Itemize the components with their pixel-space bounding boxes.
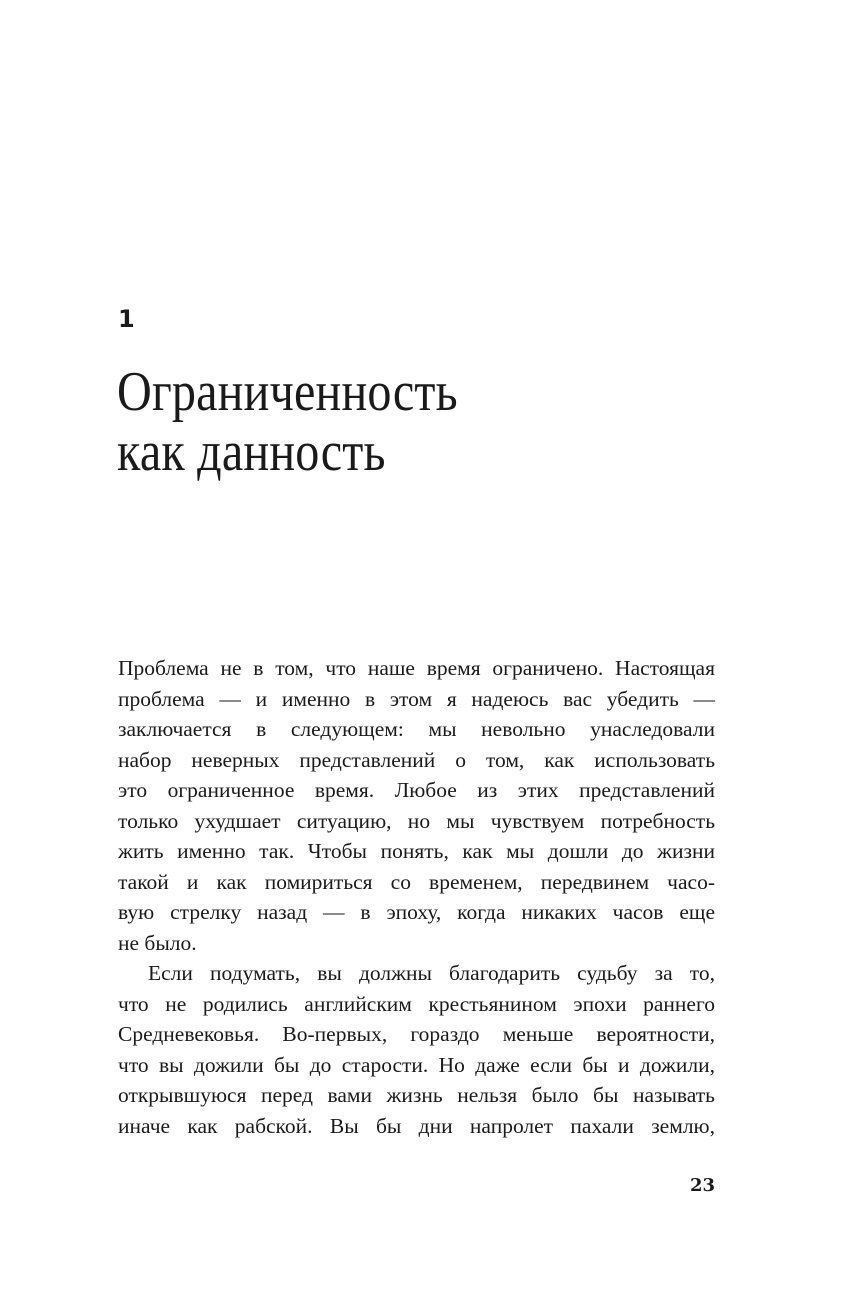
text-line: заключается в следующем: мы невольно унаследовали xyxy=(118,717,715,741)
text-line: это ограниченное время. Любое из этих представлений xyxy=(118,778,715,802)
text-line: Средневековья. Во-первых, гораздо меньше вероятности, xyxy=(118,1022,715,1046)
text-line: иначе как рабской. Вы бы дни напролет пахали землю, xyxy=(118,1113,715,1138)
paragraph xyxy=(118,653,715,958)
text-line: Если подумать, вы должны благодарить судьбу за то, xyxy=(148,961,715,985)
chapter-title-line: как данность xyxy=(117,421,386,483)
text-line: проблема — и именно в этом я надеюсь вас убедить — xyxy=(118,686,715,711)
text-line: жить именно так. Чтобы понять, как мы дошли до жизни xyxy=(118,839,715,863)
text-line: что не родились английским крестьянином эпохи раннего xyxy=(118,991,715,1016)
page-number: 23 xyxy=(689,1175,715,1196)
chapter-title xyxy=(117,362,667,482)
body-text xyxy=(118,653,715,1141)
chapter-number: 1 xyxy=(118,305,135,333)
text-line: такой и как помириться со временем, передвинем часо- xyxy=(118,869,715,894)
text-line: что вы дожили бы до старости. Но даже если бы и дожили, xyxy=(118,1052,715,1077)
text-line: вую стрелку назад — в эпоху, когда никаких часов еще xyxy=(118,900,715,924)
chapter-title-line: Ограниченность xyxy=(117,361,458,423)
text-line: не было. xyxy=(118,930,197,955)
text-line: открывшуюся перед вами жизнь нельзя было бы называть xyxy=(118,1083,715,1107)
paragraph xyxy=(118,958,715,1141)
text-line: набор неверных представлений о том, как использовать xyxy=(118,747,715,772)
text-line: Проблема не в том, что наше время ограничено. Настоящая xyxy=(118,656,715,680)
text-line: только ухудшает ситуацию, но мы чувствуем потребность xyxy=(118,808,715,833)
